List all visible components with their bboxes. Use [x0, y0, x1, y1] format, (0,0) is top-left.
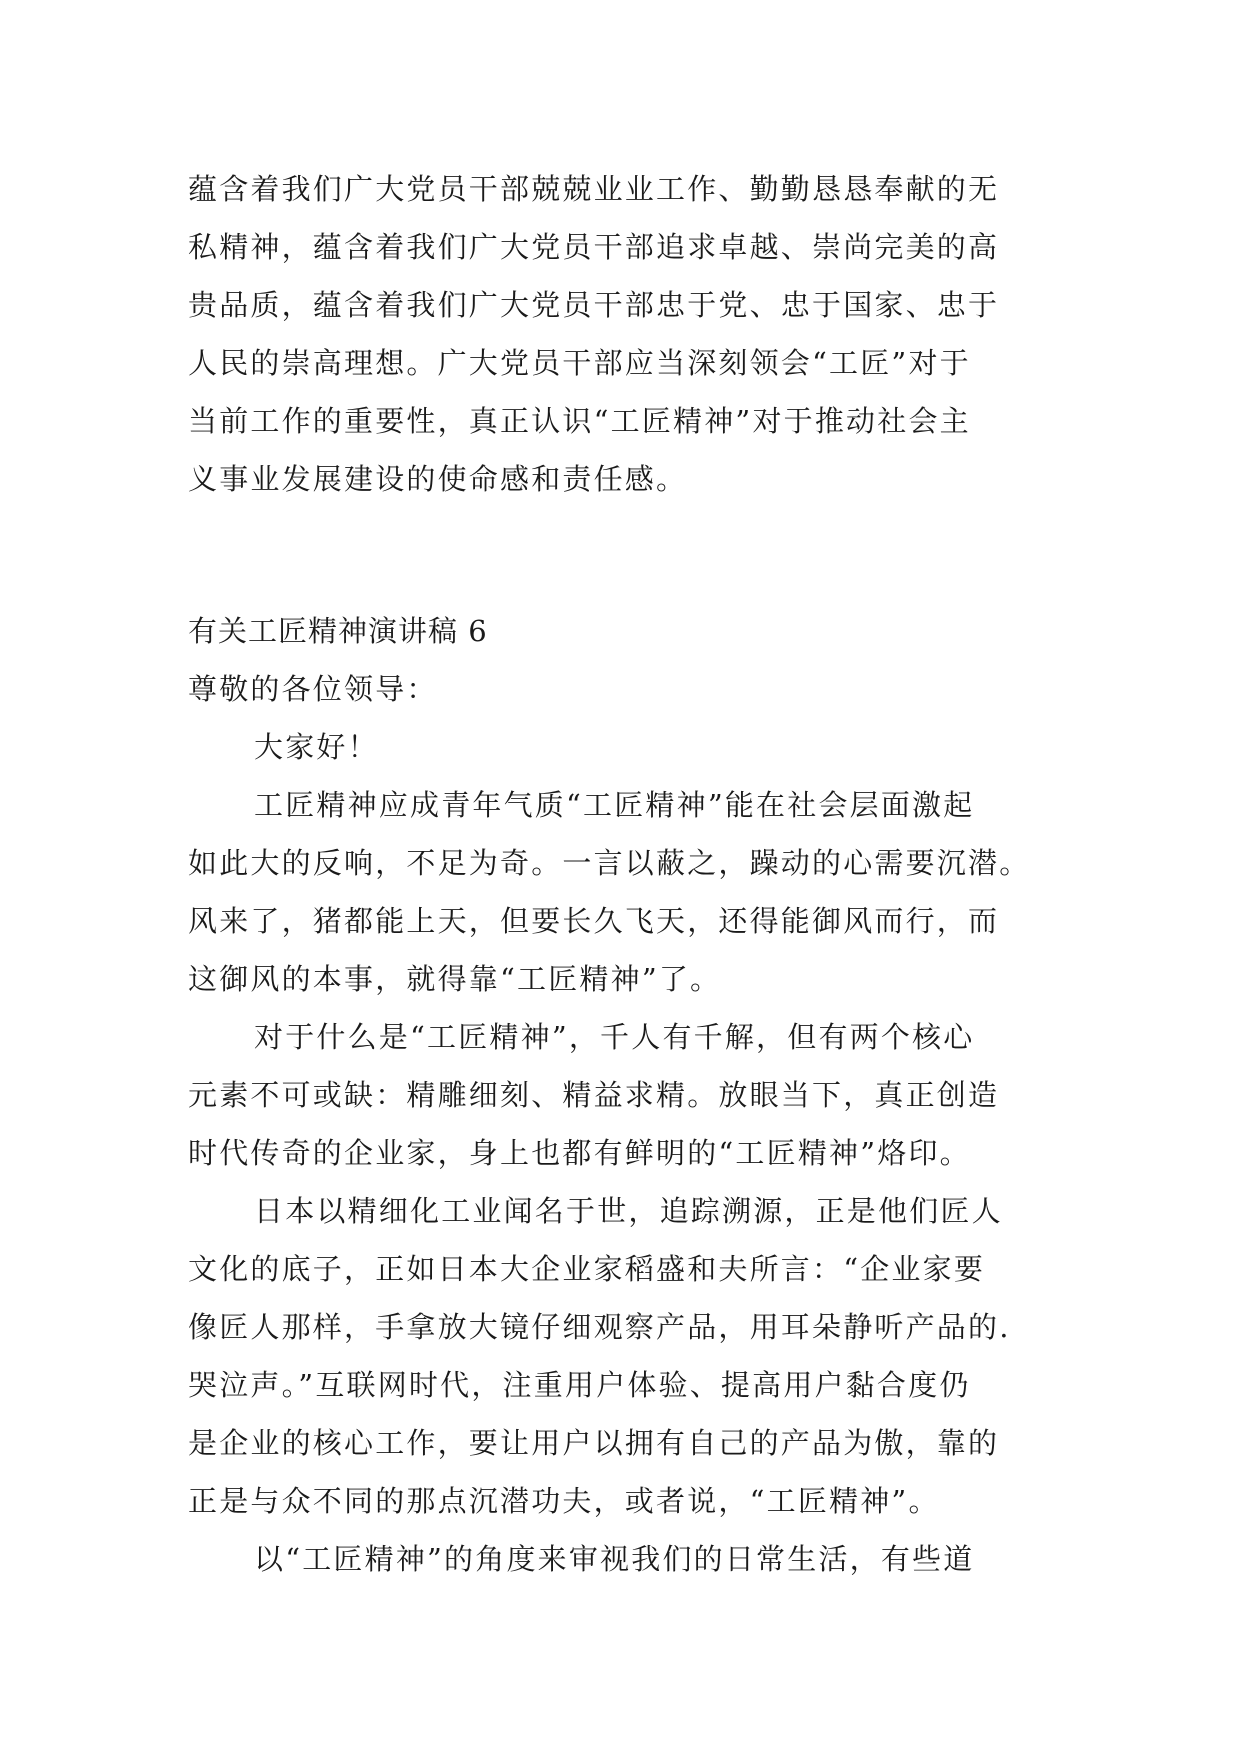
text-line: 是企业的核心工作，要让用户以拥有自己的产品为傲，靠的: [188, 1426, 1000, 1460]
paragraph: [188, 1182, 1068, 1530]
text-line: 日本以精细化工业闻名于世，追踪溯源，正是他们匠人: [254, 1194, 1003, 1228]
text-line: 工匠精神应成青年气质“工匠精神”能在社会层面激起: [254, 788, 975, 822]
paragraph: [188, 776, 1068, 1008]
text-line: 哭泣声。”互联网时代，注重用户体验、提高用户黏合度仍: [188, 1368, 971, 1402]
text-line: 像匠人那样，手拿放大镜仔细观察产品，用耳朵静听产品的.: [188, 1310, 1011, 1344]
text-line: 人民的崇高理想。广大党员干部应当深刻领会“工匠”对于: [188, 346, 971, 380]
paragraph: [188, 1008, 1068, 1182]
section-gap: [188, 508, 1068, 602]
text-line: 时代传奇的企业家，身上也都有鲜明的“工匠精神”烙印。: [188, 1136, 971, 1170]
text-line: 蕴含着我们广大党员干部兢兢业业工作、勤勤恳恳奉献的无: [188, 172, 1000, 206]
text-line: 贵品质，蕴含着我们广大党员干部忠于党、忠于国家、忠于: [188, 288, 1000, 322]
text-line: 风来了，猪都能上天，但要长久飞天，还得能御风而行，而: [188, 904, 1000, 938]
text-line: 如此大的反响，不足为奇。一言以蔽之，躁动的心需要沉潜。: [188, 846, 1031, 880]
text-line: 义事业发展建设的使命感和责任感。: [188, 462, 688, 496]
text-line: 当前工作的重要性，真正认识“工匠精神”对于推动社会主: [188, 404, 971, 438]
text-line: 文化的底子，正如日本大企业家稻盛和夫所言：“企业家要: [188, 1252, 986, 1286]
text-line: 以“工匠精神”的角度来审视我们的日常生活，有些道: [254, 1542, 975, 1576]
greeting: 大家好！: [254, 730, 379, 764]
salutation: 尊敬的各位领导：: [188, 672, 438, 706]
text-line: 对于什么是“工匠精神”，千人有千解，但有两个核心: [254, 1020, 975, 1054]
text-line: 私精神，蕴含着我们广大党员干部追求卓越、崇尚完美的高: [188, 230, 1000, 264]
text-line: 元素不可或缺：精雕细刻、精益求精。放眼当下，真正创造: [188, 1078, 1000, 1112]
continuing-paragraph: [188, 160, 1068, 508]
text-line: 这御风的本事，就得靠“工匠精神”了。: [188, 962, 722, 996]
section-title: 有关工匠精神演讲稿 6: [188, 614, 488, 648]
text-line: 正是与众不同的那点沉潜功夫，或者说，“工匠精神”。: [188, 1484, 940, 1518]
document-body: [188, 160, 1068, 1588]
paragraph: [188, 1530, 1068, 1588]
